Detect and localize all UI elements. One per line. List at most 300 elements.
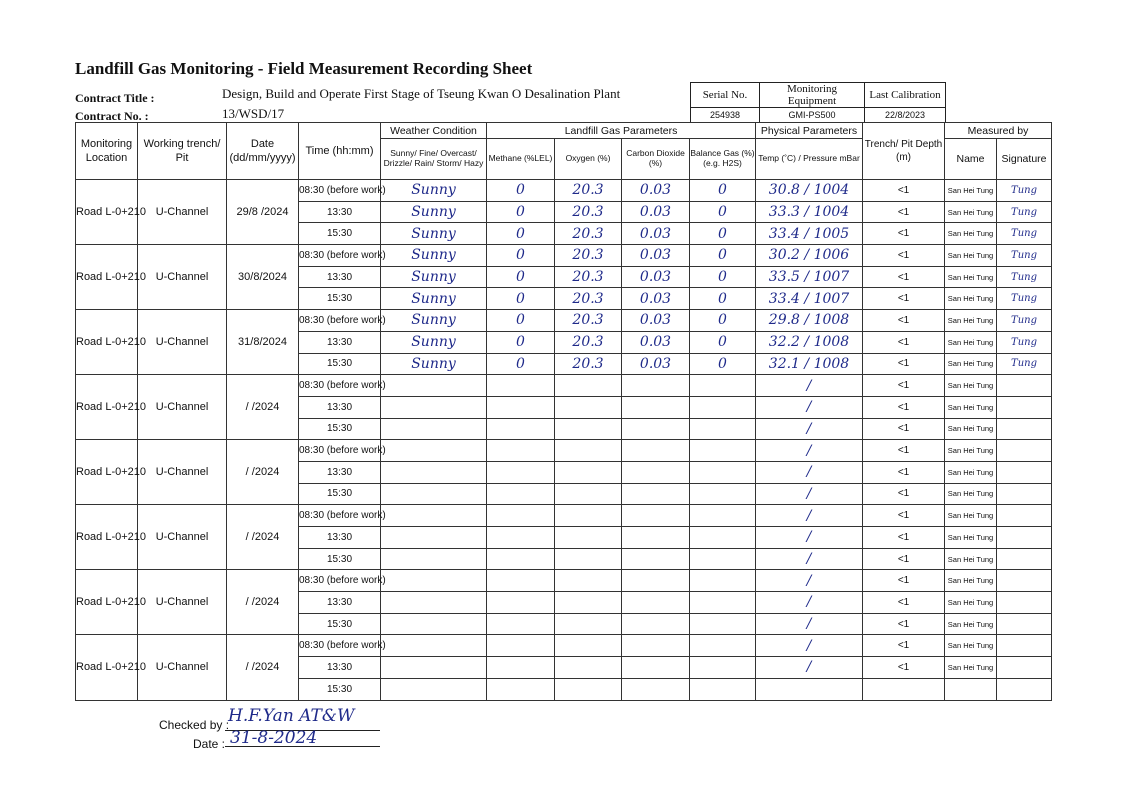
balance-gas-cell: 0 (690, 310, 756, 332)
balance-gas-cell: 0 (690, 266, 756, 288)
co2-cell: 0.03 (622, 180, 690, 202)
balance-gas-cell (690, 375, 756, 397)
balance-gas-cell: 0 (690, 288, 756, 310)
oxygen-cell: 20.3 (555, 201, 622, 223)
depth-cell: <1 (863, 223, 945, 245)
name-cell: San Hei Tung (945, 657, 997, 679)
page-title: Landfill Gas Monitoring - Field Measurement Recording Sheet (75, 59, 533, 78)
co2-cell: 0.03 (622, 310, 690, 332)
methane-cell (487, 635, 555, 657)
col-co2: Carbon Dioxide (%) (622, 139, 690, 180)
temp-pressure-cell: / (756, 461, 863, 483)
col-time: Time (hh:mm) (299, 123, 381, 180)
date-cell: / /2024 (227, 440, 299, 505)
date-cell: / /2024 (227, 375, 299, 440)
time-cell: 13:30 (299, 657, 381, 679)
methane-cell: 0 (487, 245, 555, 267)
oxygen-cell: 20.3 (555, 223, 622, 245)
time-cell: 15:30 (299, 353, 381, 375)
oxygen-cell (555, 505, 622, 527)
weather-cell (381, 461, 487, 483)
methane-cell (487, 613, 555, 635)
name-cell: San Hei Tung (945, 223, 997, 245)
depth-cell: <1 (863, 375, 945, 397)
temp-pressure-cell: / (756, 418, 863, 440)
signature-cell: Tung (997, 201, 1052, 223)
temp-pressure-cell: / (756, 548, 863, 570)
methane-cell (487, 461, 555, 483)
name-cell: San Hei Tung (945, 288, 997, 310)
co2-cell (622, 635, 690, 657)
checked-by-signature: H.F.Yan AT&W (228, 706, 355, 726)
co2-cell (622, 592, 690, 614)
col-weather: Sunny/ Fine/ Overcast/ Drizzle/ Rain/ Storm/ Hazy (381, 139, 487, 180)
date-cell: / /2024 (227, 505, 299, 570)
co2-cell: 0.03 (622, 288, 690, 310)
oxygen-cell: 20.3 (555, 266, 622, 288)
name-cell: San Hei Tung (945, 483, 997, 505)
oxygen-cell (555, 657, 622, 679)
co2-cell (622, 483, 690, 505)
depth-cell: <1 (863, 461, 945, 483)
oxygen-cell: 20.3 (555, 288, 622, 310)
temp-pressure-cell: 29.8 / 1008 (756, 310, 863, 332)
date-label: Date : (193, 737, 226, 751)
methane-cell: 0 (487, 266, 555, 288)
balance-gas-cell: 0 (690, 180, 756, 202)
location-cell: Road L-0+210 (76, 180, 138, 245)
temp-pressure-cell: / (756, 527, 863, 549)
name-cell: San Hei Tung (945, 592, 997, 614)
name-cell: San Hei Tung (945, 396, 997, 418)
time-cell: 08:30 (before work) (299, 180, 381, 202)
depth-cell: <1 (863, 310, 945, 332)
balance-gas-cell (690, 505, 756, 527)
oxygen-cell (555, 440, 622, 462)
oxygen-cell: 20.3 (555, 353, 622, 375)
col-temp: Temp (˚C) / Pressure mBar (756, 139, 863, 180)
oxygen-cell (555, 396, 622, 418)
signature-cell: Tung (997, 331, 1052, 353)
depth-cell: <1 (863, 570, 945, 592)
depth-cell: <1 (863, 657, 945, 679)
depth-cell: <1 (863, 440, 945, 462)
name-cell: San Hei Tung (945, 440, 997, 462)
time-cell: 08:30 (before work) (299, 570, 381, 592)
temp-pressure-cell: / (756, 375, 863, 397)
weather-cell: Sunny (381, 331, 487, 353)
temp-pressure-cell: 33.3 / 1004 (756, 201, 863, 223)
methane-cell (487, 678, 555, 700)
temp-pressure-cell: / (756, 440, 863, 462)
signature-cell (997, 418, 1052, 440)
co2-cell (622, 657, 690, 679)
co2-cell (622, 570, 690, 592)
balance-gas-cell (690, 461, 756, 483)
balance-gas-cell (690, 548, 756, 570)
col-date: Date (dd/mm/yyyy) (227, 123, 299, 180)
col-weather-group: Weather Condition (381, 123, 487, 139)
calibration-value: 22/8/2023 (865, 108, 946, 123)
serial-value: 254938 (691, 108, 760, 123)
location-cell: Road L-0+210 (76, 375, 138, 440)
time-cell: 13:30 (299, 461, 381, 483)
name-cell: San Hei Tung (945, 505, 997, 527)
table-row (76, 375, 1052, 397)
methane-cell (487, 527, 555, 549)
weather-cell (381, 657, 487, 679)
balance-gas-cell (690, 613, 756, 635)
name-cell: San Hei Tung (945, 527, 997, 549)
co2-cell (622, 440, 690, 462)
weather-cell (381, 548, 487, 570)
table-row (76, 245, 1052, 267)
signature-cell: Tung (997, 353, 1052, 375)
weather-cell (381, 678, 487, 700)
temp-pressure-cell: 30.8 / 1004 (756, 180, 863, 202)
location-cell: Road L-0+210 (76, 635, 138, 700)
name-cell: San Hei Tung (945, 418, 997, 440)
depth-cell: <1 (863, 613, 945, 635)
methane-cell (487, 548, 555, 570)
signature-cell (997, 635, 1052, 657)
co2-cell (622, 418, 690, 440)
pit-cell: U-Channel (138, 310, 227, 375)
temp-pressure-cell: / (756, 483, 863, 505)
oxygen-cell: 20.3 (555, 180, 622, 202)
temp-pressure-cell: / (756, 396, 863, 418)
contract-title-label: Contract Title : (75, 91, 155, 105)
weather-cell (381, 483, 487, 505)
oxygen-cell (555, 375, 622, 397)
date-cell: / /2024 (227, 570, 299, 635)
balance-gas-cell: 0 (690, 223, 756, 245)
location-cell: Road L-0+210 (76, 245, 138, 310)
equipment-info-table (690, 82, 946, 123)
balance-gas-cell (690, 483, 756, 505)
contract-no-label: Contract No. : (75, 109, 149, 123)
name-cell: San Hei Tung (945, 331, 997, 353)
name-cell: San Hei Tung (945, 461, 997, 483)
signature-cell (997, 461, 1052, 483)
temp-pressure-cell: / (756, 505, 863, 527)
co2-cell (622, 678, 690, 700)
signature-cell (997, 548, 1052, 570)
date-cell: 30/8/2024 (227, 245, 299, 310)
depth-cell: <1 (863, 201, 945, 223)
time-cell: 13:30 (299, 331, 381, 353)
signature-cell (997, 613, 1052, 635)
time-cell: 15:30 (299, 223, 381, 245)
time-cell: 15:30 (299, 288, 381, 310)
depth-cell: <1 (863, 245, 945, 267)
signature-cell: Tung (997, 180, 1052, 202)
name-cell (945, 678, 997, 700)
weather-cell (381, 635, 487, 657)
equipment-value: GMI-PS500 (760, 108, 865, 123)
col-balance: Balance Gas (%) (e.g. H2S) (690, 139, 756, 180)
temp-pressure-cell: / (756, 635, 863, 657)
measurement-table (75, 122, 1052, 701)
balance-gas-cell (690, 592, 756, 614)
weather-cell: Sunny (381, 353, 487, 375)
co2-cell (622, 613, 690, 635)
balance-gas-cell (690, 678, 756, 700)
time-cell: 13:30 (299, 592, 381, 614)
co2-cell: 0.03 (622, 223, 690, 245)
time-cell: 13:30 (299, 396, 381, 418)
oxygen-cell (555, 678, 622, 700)
calibration-label: Last Calibration (865, 83, 946, 108)
co2-cell: 0.03 (622, 201, 690, 223)
weather-cell: Sunny (381, 266, 487, 288)
depth-cell: <1 (863, 635, 945, 657)
weather-cell: Sunny (381, 245, 487, 267)
methane-cell (487, 440, 555, 462)
time-cell: 08:30 (before work) (299, 245, 381, 267)
oxygen-cell (555, 548, 622, 570)
weather-cell (381, 396, 487, 418)
table-row (76, 505, 1052, 527)
oxygen-cell: 20.3 (555, 331, 622, 353)
temp-pressure-cell: 30.2 / 1006 (756, 245, 863, 267)
depth-cell (863, 678, 945, 700)
table-row (76, 635, 1052, 657)
weather-cell (381, 613, 487, 635)
depth-cell: <1 (863, 483, 945, 505)
methane-cell: 0 (487, 180, 555, 202)
name-cell: San Hei Tung (945, 245, 997, 267)
temp-pressure-cell: / (756, 613, 863, 635)
signature-cell (997, 592, 1052, 614)
weather-cell (381, 440, 487, 462)
balance-gas-cell (690, 396, 756, 418)
depth-cell: <1 (863, 396, 945, 418)
pit-cell: U-Channel (138, 245, 227, 310)
oxygen-cell: 20.3 (555, 245, 622, 267)
methane-cell (487, 375, 555, 397)
depth-cell: <1 (863, 527, 945, 549)
table-row (76, 310, 1052, 332)
time-cell: 15:30 (299, 483, 381, 505)
signature-cell (997, 375, 1052, 397)
co2-cell (622, 461, 690, 483)
temp-pressure-cell: / (756, 592, 863, 614)
co2-cell (622, 527, 690, 549)
signature-cell (997, 570, 1052, 592)
depth-cell: <1 (863, 418, 945, 440)
location-cell: Road L-0+210 (76, 570, 138, 635)
balance-gas-cell: 0 (690, 245, 756, 267)
checked-by-label: Checked by : (159, 718, 230, 732)
time-cell: 13:30 (299, 201, 381, 223)
name-cell: San Hei Tung (945, 353, 997, 375)
methane-cell: 0 (487, 310, 555, 332)
location-cell: Road L-0+210 (76, 310, 138, 375)
pit-cell: U-Channel (138, 375, 227, 440)
methane-cell (487, 592, 555, 614)
time-cell: 13:30 (299, 266, 381, 288)
signature-cell (997, 440, 1052, 462)
weather-cell: Sunny (381, 180, 487, 202)
name-cell: San Hei Tung (945, 635, 997, 657)
signature-cell (997, 483, 1052, 505)
balance-gas-cell (690, 440, 756, 462)
balance-gas-cell (690, 635, 756, 657)
location-cell: Road L-0+210 (76, 440, 138, 505)
equipment-label: Monitoring Equipment (760, 83, 865, 108)
balance-gas-cell (690, 570, 756, 592)
signature-cell: Tung (997, 223, 1052, 245)
date-cell: 29/8 /2024 (227, 180, 299, 245)
depth-cell: <1 (863, 548, 945, 570)
time-cell: 15:30 (299, 548, 381, 570)
signature-cell (997, 678, 1052, 700)
balance-gas-cell (690, 527, 756, 549)
methane-cell (487, 418, 555, 440)
signature-cell: Tung (997, 266, 1052, 288)
methane-cell (487, 483, 555, 505)
weather-cell (381, 418, 487, 440)
co2-cell (622, 548, 690, 570)
co2-cell (622, 396, 690, 418)
temp-pressure-cell: 33.4 / 1007 (756, 288, 863, 310)
time-cell: 08:30 (before work) (299, 310, 381, 332)
name-cell: San Hei Tung (945, 180, 997, 202)
weather-cell (381, 527, 487, 549)
oxygen-cell (555, 527, 622, 549)
co2-cell: 0.03 (622, 266, 690, 288)
signature-cell: Tung (997, 288, 1052, 310)
methane-cell: 0 (487, 223, 555, 245)
name-cell: San Hei Tung (945, 548, 997, 570)
time-cell: 15:30 (299, 678, 381, 700)
weather-cell (381, 375, 487, 397)
weather-cell (381, 570, 487, 592)
name-cell: San Hei Tung (945, 570, 997, 592)
col-signature: Signature (997, 139, 1052, 180)
serial-label: Serial No. (691, 83, 760, 108)
balance-gas-cell: 0 (690, 353, 756, 375)
co2-cell (622, 375, 690, 397)
date-cell: 31/8/2024 (227, 310, 299, 375)
temp-pressure-cell: 33.4 / 1005 (756, 223, 863, 245)
contract-no: 13/WSD/17 (222, 106, 285, 121)
oxygen-cell (555, 592, 622, 614)
methane-cell (487, 657, 555, 679)
col-gas-group: Landfill Gas Parameters (487, 123, 756, 139)
weather-cell: Sunny (381, 201, 487, 223)
time-cell: 15:30 (299, 418, 381, 440)
weather-cell (381, 592, 487, 614)
signature-cell: Tung (997, 245, 1052, 267)
weather-cell: Sunny (381, 310, 487, 332)
pit-cell: U-Channel (138, 180, 227, 245)
col-methane: Methane (%LEL) (487, 139, 555, 180)
weather-cell (381, 505, 487, 527)
signature-cell (997, 396, 1052, 418)
methane-cell: 0 (487, 331, 555, 353)
temp-pressure-cell (756, 678, 863, 700)
depth-cell: <1 (863, 353, 945, 375)
depth-cell: <1 (863, 592, 945, 614)
oxygen-cell: 20.3 (555, 310, 622, 332)
time-cell: 08:30 (before work) (299, 440, 381, 462)
oxygen-cell (555, 635, 622, 657)
balance-gas-cell: 0 (690, 331, 756, 353)
oxygen-cell (555, 418, 622, 440)
time-cell: 15:30 (299, 613, 381, 635)
col-location: Monitoring Location (76, 123, 138, 180)
depth-cell: <1 (863, 266, 945, 288)
name-cell: San Hei Tung (945, 266, 997, 288)
name-cell: San Hei Tung (945, 613, 997, 635)
table-row (76, 570, 1052, 592)
methane-cell (487, 505, 555, 527)
col-name: Name (945, 139, 997, 180)
col-depth: Trench/ Pit Depth (m) (863, 123, 945, 180)
depth-cell: <1 (863, 331, 945, 353)
name-cell: San Hei Tung (945, 375, 997, 397)
location-cell: Road L-0+210 (76, 505, 138, 570)
co2-cell: 0.03 (622, 353, 690, 375)
balance-gas-cell (690, 418, 756, 440)
signature-cell (997, 657, 1052, 679)
col-phys-group: Physical Parameters (756, 123, 863, 139)
temp-pressure-cell: 32.1 / 1008 (756, 353, 863, 375)
col-oxygen: Oxygen (%) (555, 139, 622, 180)
col-measured-group: Measured by (945, 123, 1052, 139)
temp-pressure-cell: 33.5 / 1007 (756, 266, 863, 288)
methane-cell: 0 (487, 353, 555, 375)
pit-cell: U-Channel (138, 505, 227, 570)
signature-cell (997, 527, 1052, 549)
name-cell: San Hei Tung (945, 310, 997, 332)
methane-cell: 0 (487, 201, 555, 223)
oxygen-cell (555, 483, 622, 505)
oxygen-cell (555, 613, 622, 635)
signature-cell: Tung (997, 310, 1052, 332)
temp-pressure-cell: 32.2 / 1008 (756, 331, 863, 353)
depth-cell: <1 (863, 288, 945, 310)
signature-cell (997, 505, 1052, 527)
methane-cell (487, 396, 555, 418)
depth-cell: <1 (863, 180, 945, 202)
depth-cell: <1 (863, 505, 945, 527)
pit-cell: U-Channel (138, 440, 227, 505)
contract-title: Design, Build and Operate First Stage of Tseung Kwan O Desalination Plant (222, 86, 621, 101)
weather-cell: Sunny (381, 288, 487, 310)
pit-cell: U-Channel (138, 635, 227, 700)
temp-pressure-cell: / (756, 657, 863, 679)
table-row (76, 440, 1052, 462)
checked-date: 31-8-2024 (230, 728, 318, 748)
balance-gas-cell (690, 657, 756, 679)
date-cell: / /2024 (227, 635, 299, 700)
time-cell: 08:30 (before work) (299, 635, 381, 657)
time-cell: 08:30 (before work) (299, 375, 381, 397)
oxygen-cell (555, 461, 622, 483)
methane-cell: 0 (487, 288, 555, 310)
time-cell: 08:30 (before work) (299, 505, 381, 527)
weather-cell: Sunny (381, 223, 487, 245)
temp-pressure-cell: / (756, 570, 863, 592)
col-pit: Working trench/ Pit (138, 123, 227, 180)
name-cell: San Hei Tung (945, 201, 997, 223)
table-row (76, 180, 1052, 202)
time-cell: 13:30 (299, 527, 381, 549)
date-line (225, 746, 380, 747)
